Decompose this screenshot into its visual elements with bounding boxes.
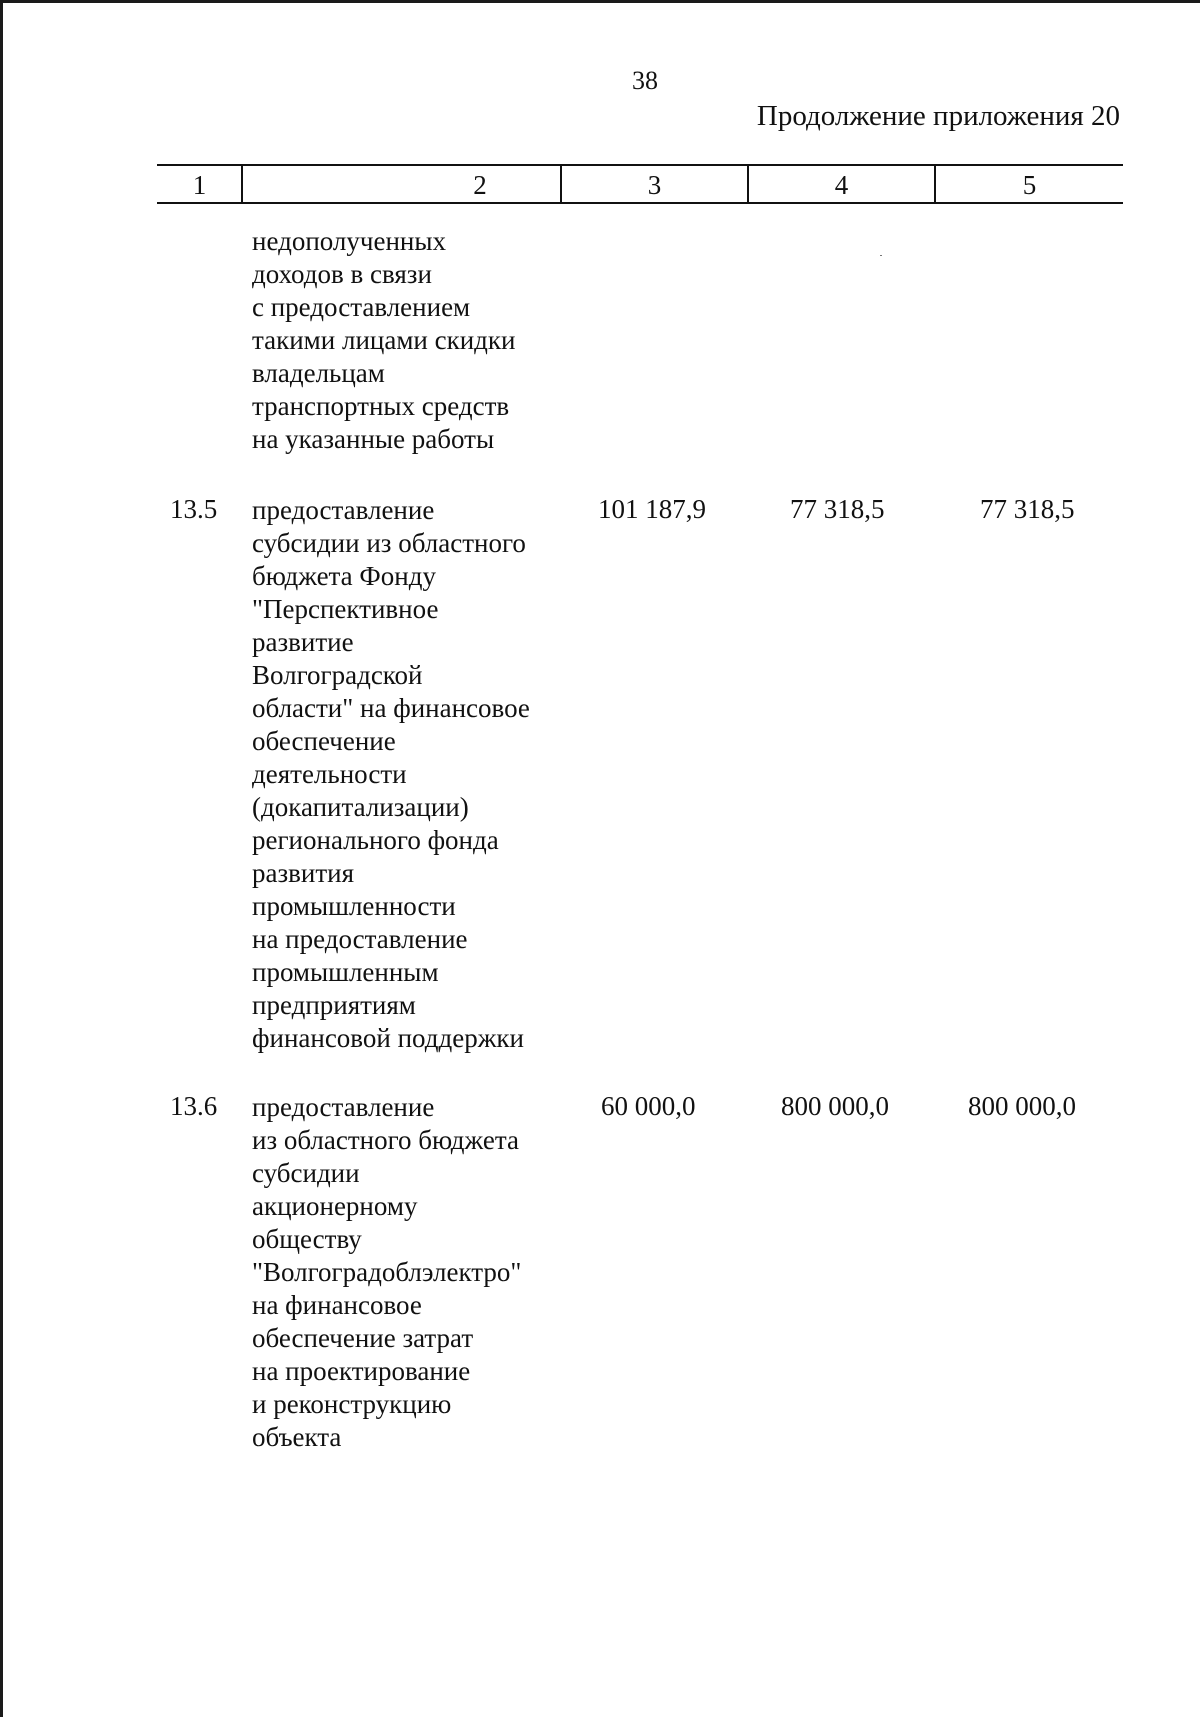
description-line: Волгоградской — [252, 660, 423, 690]
description-line: владельцам — [252, 358, 385, 388]
header-col-1: 1 — [192, 170, 207, 200]
description-line: из областного бюджета — [252, 1125, 519, 1155]
description-line: на предоставление — [252, 924, 468, 954]
scan-edge-left — [0, 0, 3, 1717]
description-line: транспортных средств — [252, 391, 510, 421]
header-col-4: 4 — [834, 170, 849, 200]
page-number: 38 — [632, 66, 658, 95]
description-line: на финансовое — [252, 1290, 422, 1320]
continuation-label: Продолжение приложения 20 — [756, 100, 1120, 132]
header-col-3: 3 — [647, 170, 662, 200]
header-col-2: 2 — [473, 170, 487, 200]
value-col5: 77 318,5 — [980, 494, 1075, 524]
description-line: промышленности — [252, 891, 456, 921]
table-header — [157, 164, 1123, 204]
description-line: развития — [252, 858, 355, 888]
description-line: с предоставлением — [252, 292, 471, 322]
description-line: обществу — [252, 1224, 362, 1254]
header-col-5: 5 — [1022, 170, 1037, 200]
description-line: деятельности — [252, 759, 407, 789]
description-line: предприятиям — [252, 990, 416, 1020]
row-number: 13.5 — [170, 494, 218, 524]
description-line: акционерному — [252, 1191, 418, 1221]
description-line: "Перспективное — [252, 594, 439, 624]
value-col3: 101 187,9 — [598, 494, 706, 524]
continued-description — [252, 225, 515, 456]
row-description — [252, 1091, 521, 1454]
value-col4: 800 000,0 — [781, 1091, 889, 1121]
description-line: доходов в связи — [252, 259, 432, 289]
description-line: (докапитализации) — [252, 792, 469, 822]
description-line: обеспечение затрат — [252, 1323, 474, 1353]
scan-speck — [880, 255, 882, 256]
description-line: бюджета Фонду — [252, 561, 436, 591]
description-line: субсидии из областного — [252, 528, 526, 558]
row-number: 13.6 — [170, 1091, 218, 1121]
scan-edge-top — [0, 0, 1200, 3]
description-line: на проектирование — [252, 1356, 471, 1386]
description-line: недополученных — [252, 226, 446, 256]
value-col3: 60 000,0 — [601, 1091, 696, 1121]
value-col5: 800 000,0 — [968, 1091, 1076, 1121]
description-line: объекта — [252, 1422, 342, 1452]
description-line: обеспечение — [252, 726, 396, 756]
description-line: предоставление — [252, 495, 435, 525]
description-line: финансовой поддержки — [252, 1023, 524, 1053]
value-col4: 77 318,5 — [790, 494, 885, 524]
description-line: такими лицами скидки — [252, 325, 516, 355]
description-line: субсидии — [252, 1158, 360, 1188]
description-line: предоставление — [252, 1092, 435, 1122]
description-line: регионального фонда — [252, 825, 499, 855]
description-line: на указанные работы — [252, 424, 495, 454]
description-line: "Волгоградоблэлектро" — [252, 1257, 522, 1287]
description-line: области" на финансовое — [252, 693, 530, 723]
description-line: и реконструкцию — [252, 1389, 452, 1419]
description-line: промышленным — [252, 957, 439, 987]
row-description — [252, 494, 530, 1055]
description-line: развитие — [252, 627, 354, 657]
